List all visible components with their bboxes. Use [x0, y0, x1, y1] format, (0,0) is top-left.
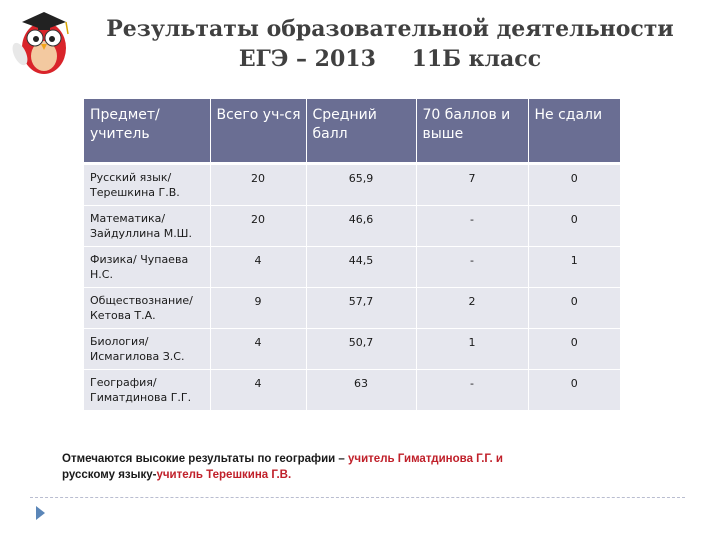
page-title	[100, 14, 680, 74]
cell-failed: 0	[528, 369, 620, 410]
header-row	[84, 99, 620, 163]
cell-subject: Математика/ Зайдуллина М.Ш.	[84, 205, 210, 246]
results-table	[84, 99, 620, 411]
cell-total: 4	[210, 328, 306, 369]
table-row	[84, 205, 620, 246]
table-row	[84, 287, 620, 328]
title-exam: ЕГЭ – 2013	[238, 46, 376, 72]
cell-70-plus: 1	[416, 328, 528, 369]
cell-total: 20	[210, 163, 306, 205]
cell-failed: 0	[528, 328, 620, 369]
table-row	[84, 328, 620, 369]
cell-average: 65,9	[306, 163, 416, 205]
header-70-plus: 70 баллов и выше	[416, 99, 528, 163]
table-row	[84, 369, 620, 410]
title-line-2	[100, 44, 680, 74]
cell-total: 4	[210, 369, 306, 410]
title-class: 11Б класс	[411, 46, 542, 72]
summary-note	[62, 451, 662, 483]
cell-total: 20	[210, 205, 306, 246]
owl-logo-icon	[8, 6, 80, 78]
table-row	[84, 246, 620, 287]
note-text-1: Отмечаются высокие результаты по географии –	[62, 453, 349, 465]
header-total: Всего уч-ся	[210, 99, 306, 163]
cell-average: 44,5	[306, 246, 416, 287]
header-failed: Не сдали	[528, 99, 620, 163]
cell-subject: Обществознание/ Кетова Т.А.	[84, 287, 210, 328]
note-text-2: русскому языку-	[62, 469, 157, 481]
table-header	[84, 99, 620, 163]
note-teacher-2: учитель Терешкина Г.В.	[156, 469, 292, 481]
cell-total: 4	[210, 246, 306, 287]
table-row	[84, 163, 620, 205]
footer-divider	[30, 497, 685, 498]
cell-total: 9	[210, 287, 306, 328]
cell-70-plus: 2	[416, 287, 528, 328]
cell-subject: Биология/ Исмагилова З.С.	[84, 328, 210, 369]
cell-70-plus: -	[416, 246, 528, 287]
bullet-arrow-icon	[36, 506, 45, 520]
header-average: Средний балл	[306, 99, 416, 163]
table-body	[84, 163, 620, 410]
note-teacher-1: учитель Гиматдинова Г.Г. и	[348, 453, 503, 465]
cell-failed: 0	[528, 287, 620, 328]
cell-70-plus: 7	[416, 163, 528, 205]
cell-failed: 0	[528, 163, 620, 205]
cell-failed: 1	[528, 246, 620, 287]
cell-subject: Физика/ Чупаева Н.С.	[84, 246, 210, 287]
header-subject: Предмет/ учитель	[84, 99, 210, 163]
cell-70-plus: -	[416, 205, 528, 246]
cell-average: 57,7	[306, 287, 416, 328]
cell-average: 46,6	[306, 205, 416, 246]
cell-subject: География/ Гиматдинова Г.Г.	[84, 369, 210, 410]
cell-70-plus: -	[416, 369, 528, 410]
cell-average: 63	[306, 369, 416, 410]
title-line-1: Результаты образовательной деятельности	[106, 16, 674, 42]
cell-subject: Русский язык/ Терешкина Г.В.	[84, 163, 210, 205]
cell-average: 50,7	[306, 328, 416, 369]
cell-failed: 0	[528, 205, 620, 246]
